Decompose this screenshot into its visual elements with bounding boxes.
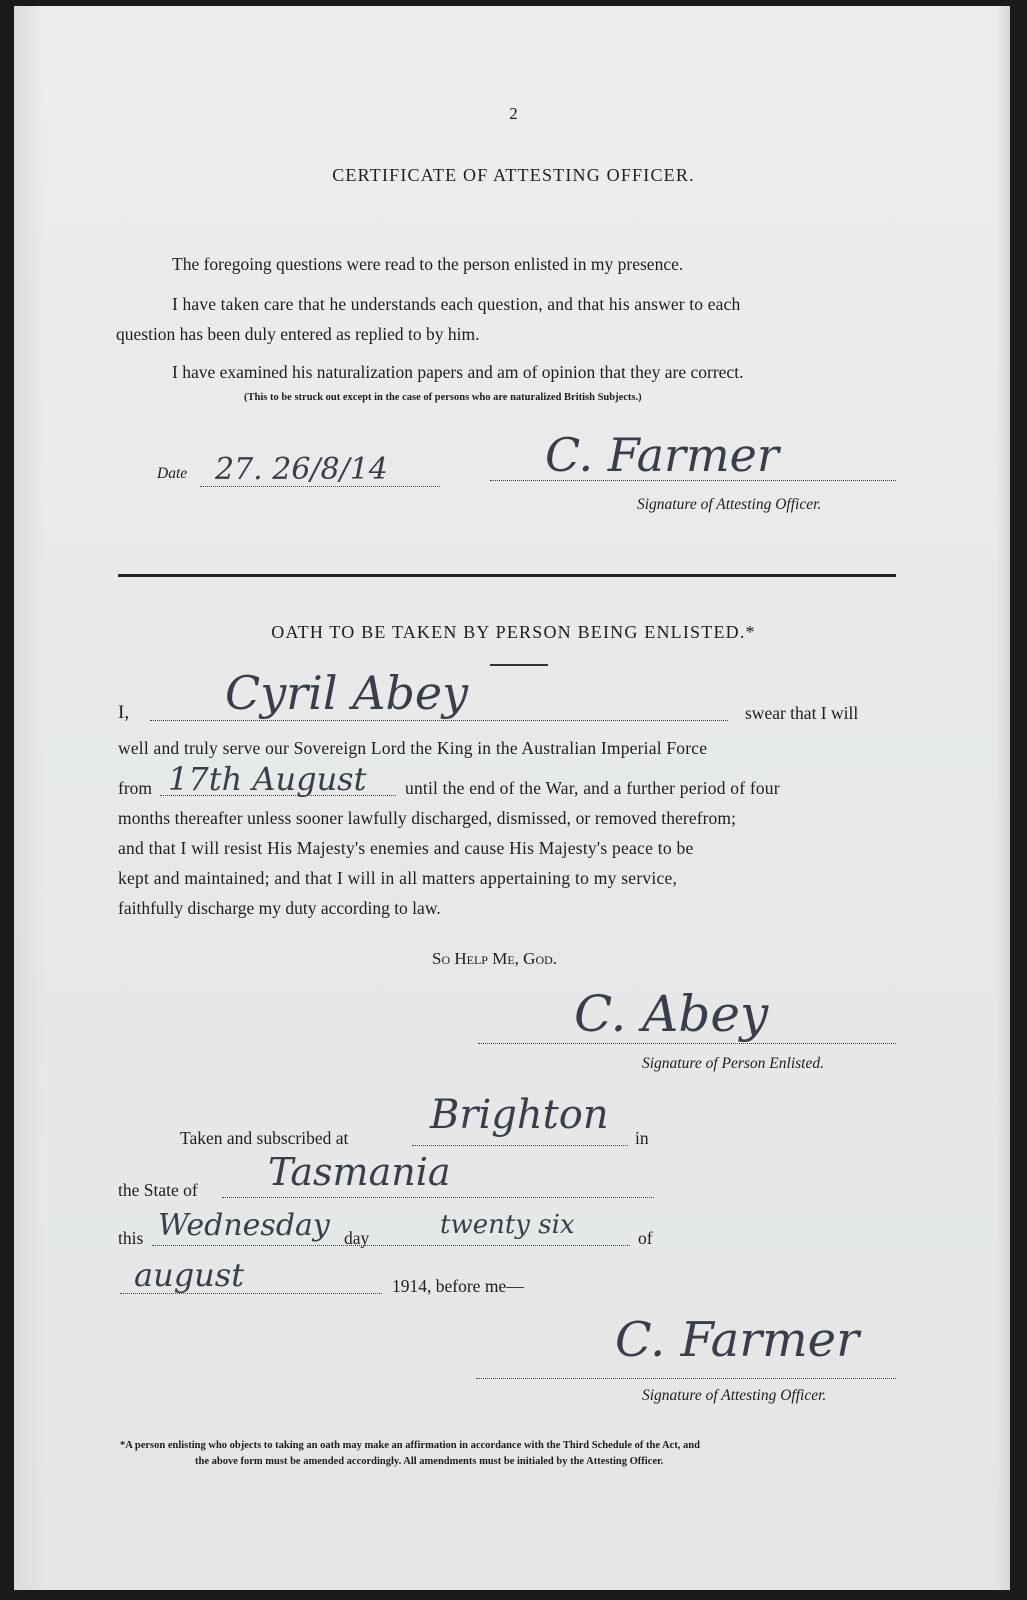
enlistee-caption: Signature of Person Enlisted. xyxy=(642,1055,824,1072)
page-number: 2 xyxy=(509,104,518,123)
section-divider xyxy=(118,574,896,577)
oath-line-6: kept and maintained; and that I will in all matters appertaining to my service, xyxy=(118,868,678,888)
oath-swear: swear that I will xyxy=(745,703,859,723)
footnote-line-1: *A person enlisting who objects to taking an oath may make an affirmation in accordance with the Third Schedule of the Act, and xyxy=(120,1440,700,1451)
weekday-handwritten: Wednesday xyxy=(158,1208,330,1243)
day-label: day xyxy=(344,1228,370,1248)
attesting-caption-2: Signature of Attesting Officer. xyxy=(642,1387,827,1404)
enlistee-signature-line xyxy=(478,1043,896,1044)
attesting-signature-2: C. Farmer xyxy=(615,1312,860,1368)
name-dotted-line xyxy=(150,720,728,721)
oath-heading-rule xyxy=(490,664,548,666)
certificate-line-1: The foregoing questions were read to the person enlisted in my presence. xyxy=(172,254,684,274)
enlistee-name: Cyril Abey xyxy=(225,666,469,720)
oath-line-5: and that I will resist His Majesty's enemies and cause His Majesty's peace to be xyxy=(118,838,694,858)
state-dotted-line xyxy=(222,1197,654,1198)
so-help-me-god: So Help Me, God. xyxy=(432,949,558,968)
certificate-line-3: I have examined his naturalization papers and am of opinion that they are correct. xyxy=(172,362,744,382)
oath-heading: OATH TO BE TAKEN BY PERSON BEING ENLISTED.* xyxy=(271,622,756,642)
month-handwritten: august xyxy=(134,1256,245,1294)
state-handwritten: Tasmania xyxy=(268,1150,451,1194)
day-dotted-line xyxy=(152,1245,630,1246)
taken-subscribed-label: Taken and subscribed at xyxy=(180,1128,349,1148)
certificate-line-2a: I have taken care that he understands each question, and that his answer to each xyxy=(172,294,741,314)
oath-line-7: faithfully discharge my duty according to law. xyxy=(118,898,441,918)
state-label: the State of xyxy=(118,1180,198,1200)
of-label: of xyxy=(638,1228,653,1248)
date-label: Date xyxy=(157,465,188,482)
in-label: in xyxy=(635,1128,649,1148)
oath-line-4: months thereafter unless sooner lawfully discharged, dismissed, or removed therefrom; xyxy=(118,808,737,828)
signature-caption: Signature of Attesting Officer. xyxy=(637,496,822,513)
certificate-line-2b: question has been duly entered as replied to by him. xyxy=(116,324,480,344)
oath-from: from xyxy=(118,778,153,798)
date-handwritten: 27. 26/8/14 xyxy=(215,452,388,487)
oath-line-3: until the end of the War, and a further period of four xyxy=(405,778,780,798)
place-dotted-line xyxy=(412,1145,628,1146)
certificate-heading: CERTIFICATE OF ATTESTING OFFICER. xyxy=(332,165,695,185)
this-label: this xyxy=(118,1228,144,1248)
oath-i-label: I, xyxy=(118,702,130,723)
enlistee-signature: C. Abey xyxy=(574,985,769,1043)
place-handwritten: Brighton xyxy=(430,1092,609,1138)
naturalization-note: (This to be struck out except in the case of persons who are naturalized British Subjects.) xyxy=(244,392,642,403)
footnote-line-2: the above form must be amended accordingly. All amendments must be initialed by the Attesting Officer. xyxy=(195,1456,664,1467)
attesting-signature-line-2 xyxy=(476,1378,896,1379)
oath-line-2: well and truly serve our Sovereign Lord the King in the Australian Imperial Force xyxy=(118,738,708,758)
year-before-me: 1914, before me— xyxy=(392,1276,524,1296)
officer-signature: C. Farmer xyxy=(545,428,779,482)
from-date: 17th August xyxy=(168,760,367,798)
day-value-handwritten: twenty six xyxy=(440,1210,575,1240)
